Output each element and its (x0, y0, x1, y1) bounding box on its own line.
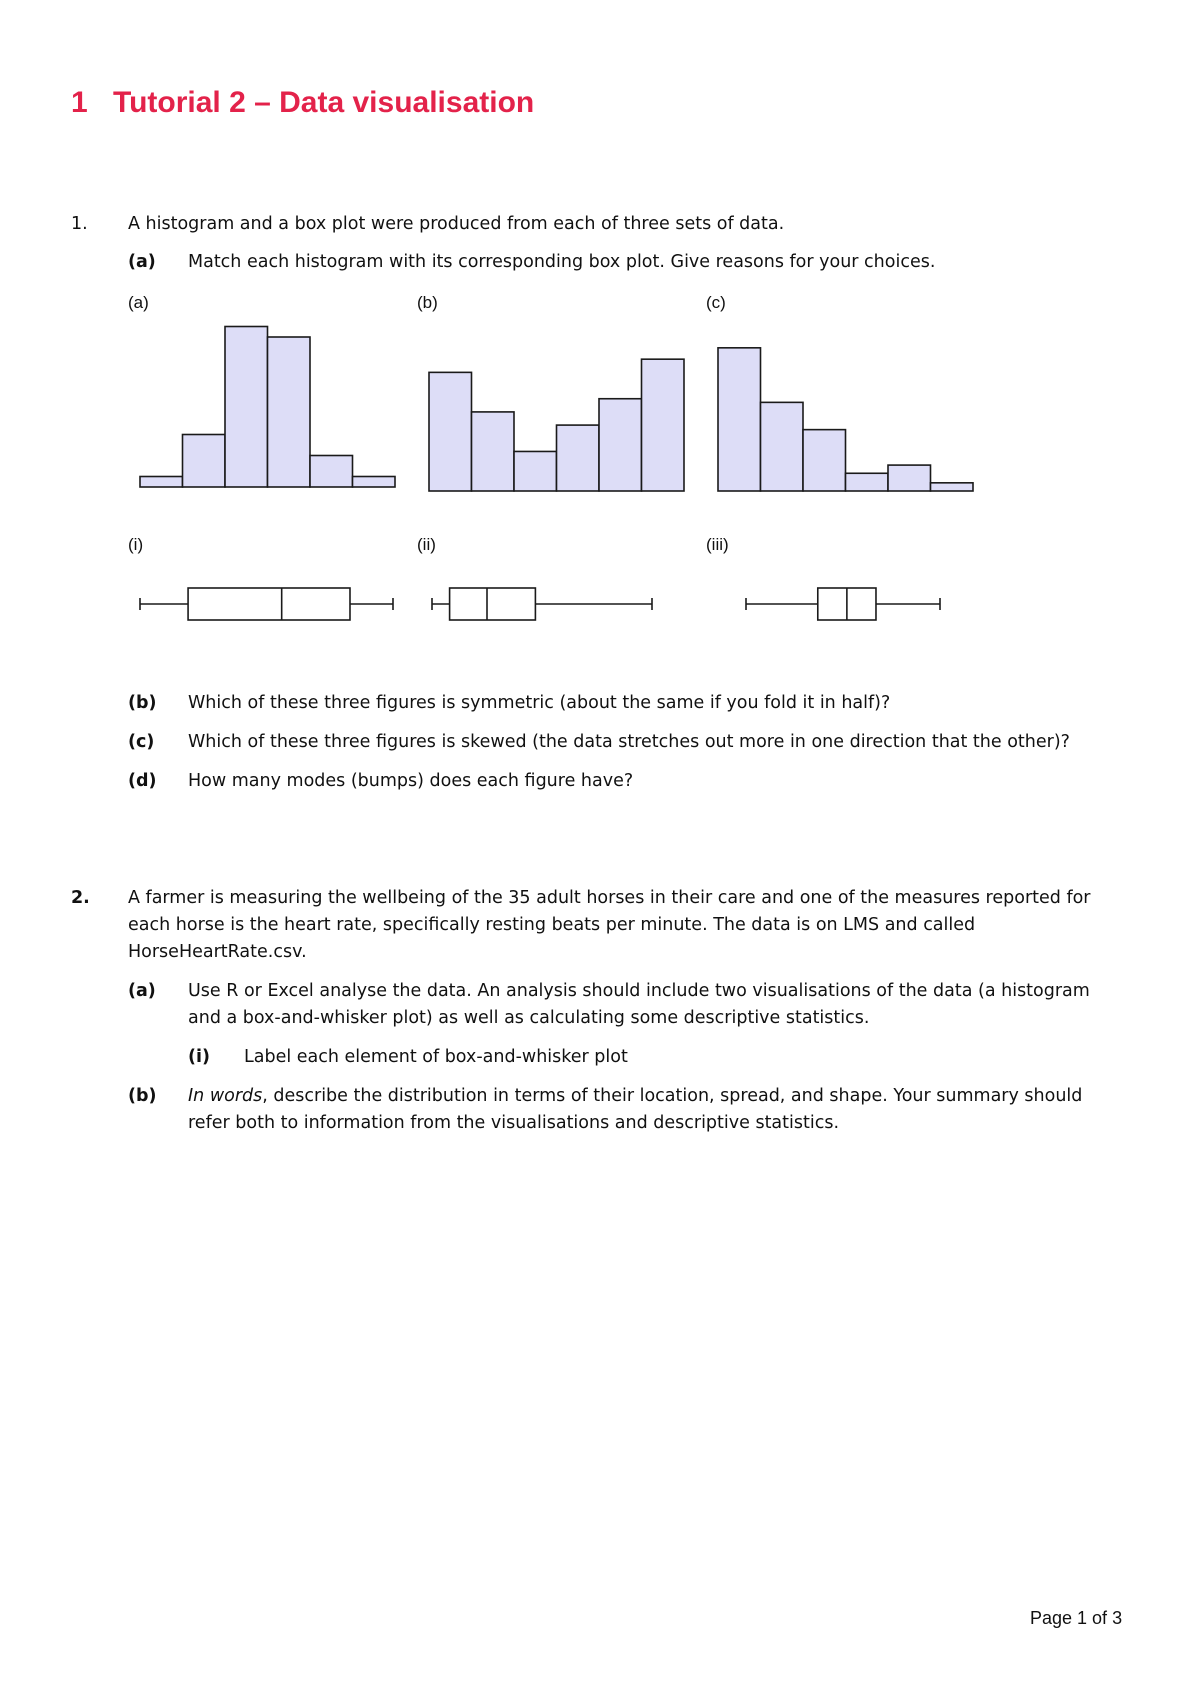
histogram-b-bar (514, 451, 557, 491)
boxplot-ii-box (450, 588, 536, 620)
q2b-label: (b) (128, 1086, 157, 1106)
histogram-a-bar (183, 435, 226, 488)
histogram-b-bar (429, 372, 472, 491)
question-2-line-2: each horse is the heart rate, specifically resting beats per minute. The data is on LMS and called (128, 915, 976, 935)
q1b-text: Which of these three figures is symmetric (about the same if you fold it in half)? (188, 693, 891, 713)
question-2-line-1: A farmer is measuring the wellbeing of the 35 adult horses in their care and one of the measures reported for (128, 888, 1091, 908)
figures-canvas (0, 0, 1200, 700)
q1d-label: (d) (128, 771, 157, 791)
q2a-line-2: and a box-and-whisker plot) as well as calculating some descriptive statistics. (188, 1008, 870, 1028)
q1c-label: (c) (128, 732, 155, 752)
boxplot-ii-label: (ii) (417, 535, 436, 554)
q2ai-label: (i) (188, 1047, 210, 1067)
q1b-label: (b) (128, 693, 157, 713)
boxplot-i-box (188, 588, 350, 620)
question-2-number: 2. (71, 888, 90, 908)
heading-text: Tutorial 2 – Data visualisation (113, 86, 535, 119)
histogram-c-bar (888, 465, 931, 491)
histogram-a-bar (268, 337, 311, 487)
histogram-c-bar (846, 473, 889, 491)
histogram-c-bar (761, 402, 804, 491)
histogram-b-bar (472, 412, 515, 491)
q2b-line-1 (188, 1083, 1082, 1110)
q2b-text-1: , describe the distribution in terms of their location, spread, and shape. Your summary should (262, 1086, 1083, 1106)
histogram-b-bar (557, 425, 600, 491)
histogram-b-label: (b) (417, 293, 438, 312)
q1c-text: Which of these three figures is skewed (the data stretches out more in one direction that the other)? (188, 732, 1070, 752)
heading-number: 1 (71, 86, 88, 119)
histogram-a-bar (353, 477, 396, 488)
histogram-a-label: (a) (128, 293, 149, 312)
histogram-a-bar (140, 477, 183, 488)
page-footer: Page 1 of 3 (1030, 1608, 1123, 1628)
boxplot-iii-label: (iii) (706, 535, 729, 554)
question-2-line-3: HorseHeartRate.csv. (128, 942, 307, 962)
histogram-c-bar (803, 430, 846, 491)
q1a-label: (a) (128, 252, 156, 272)
histogram-c-bar (931, 483, 974, 491)
q2a-line-1: Use R or Excel analyse the data. An analysis should include two visualisations of the data (a histogram (188, 981, 1090, 1001)
boxplot-i-label: (i) (128, 535, 144, 554)
question-1-text: A histogram and a box plot were produced from each of three sets of data. (128, 214, 785, 234)
histogram-a-bar (225, 327, 268, 488)
q2b-italic: In words (188, 1086, 263, 1106)
histogram-a-bar (310, 456, 353, 488)
histogram-b-bar (642, 359, 685, 491)
q2b-line-2: refer both to information from the visualisations and descriptive statistics. (188, 1113, 840, 1133)
histogram-c-label: (c) (706, 293, 726, 312)
q1d-text: How many modes (bumps) does each figure have? (188, 771, 634, 791)
histogram-b-bar (599, 399, 642, 491)
question-1-number: 1. (71, 214, 88, 234)
q2ai-text: Label each element of box-and-whisker plot (244, 1047, 628, 1067)
histogram-c-bar (718, 348, 761, 491)
q1a-text: Match each histogram with its corresponding box plot. Give reasons for your choices. (188, 252, 936, 272)
q2a-label: (a) (128, 981, 156, 1001)
